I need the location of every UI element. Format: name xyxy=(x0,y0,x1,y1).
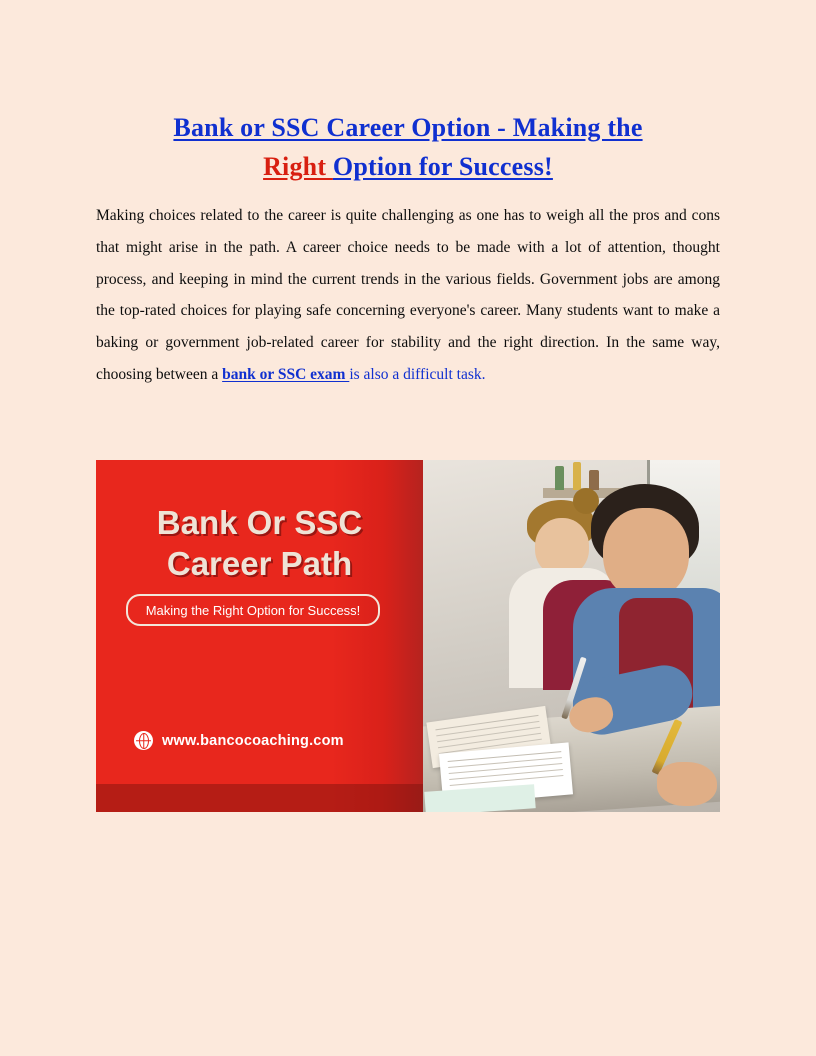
photo-student-boy-head xyxy=(603,508,689,600)
bank-or-ssc-exam-link[interactable]: bank or SSC exam xyxy=(222,365,350,383)
article-content xyxy=(96,108,720,391)
photo-bottle-green xyxy=(555,466,564,490)
title-part-blue-2: Option for Success! xyxy=(332,152,553,181)
photo-bottle-brown xyxy=(589,470,599,490)
intro-paragraph xyxy=(96,200,720,391)
photo-bottle-yellow xyxy=(573,462,581,490)
figure-heading xyxy=(96,502,423,585)
globe-icon xyxy=(134,731,153,750)
figure-photo xyxy=(423,460,720,812)
figure-banner-panel xyxy=(96,460,423,812)
title-part-blue-1: Bank or SSC Career Option - Making the xyxy=(173,113,643,142)
figure-website-text: www.bancocoaching.com xyxy=(162,732,344,749)
paragraph-text-before-link: Making choices related to the career is quite challenging as one has to weigh all the pros and cons that might arise in the path. A career choice needs to be made with a lot of attention, thought process, and keeping in mind the current trends in the various fields. Government jobs are among the top-rated choices for playing safe concerning everyone's career. Many students want to make a baking or government job-related career for stability and the right direction. In the same way, choosing between a xyxy=(96,207,720,383)
figure-subtitle-pill: Making the Right Option for Success! xyxy=(126,594,380,626)
paragraph-text-after-link: is also a difficult task. xyxy=(349,365,486,383)
title-part-red: Right xyxy=(263,152,333,181)
photo-second-hand xyxy=(657,762,717,806)
figure-website-row xyxy=(134,731,344,750)
page-title xyxy=(96,108,720,186)
article-figure xyxy=(96,460,720,812)
figure-heading-line-1: Bank Or SSC xyxy=(156,504,363,541)
figure-heading-line-2: Career Path xyxy=(166,545,353,583)
